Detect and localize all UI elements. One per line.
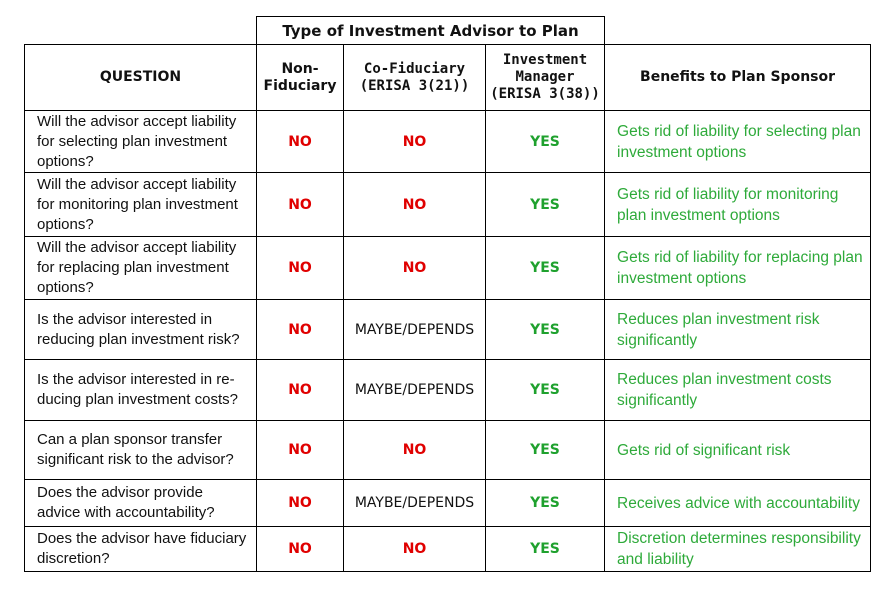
investment-manager-cell: YES [486, 300, 605, 360]
header-investment-manager-line1: Investment [502, 52, 588, 68]
investment-manager-cell: YES [486, 237, 605, 300]
table-row [25, 527, 871, 572]
question-cell: Is the advisor interested in re-ducing plan investment costs? [25, 360, 257, 421]
table-row [25, 111, 871, 173]
investment-manager-cell: YES [486, 421, 605, 480]
investment-manager-cell: YES [486, 111, 605, 173]
non-fiduciary-cell: NO [257, 173, 344, 237]
header-investment-manager [486, 45, 605, 111]
table-row [25, 300, 871, 360]
non-fiduciary-cell: NO [257, 527, 344, 572]
question-cell: Will the advisor accept liability for replacing plan investment options? [25, 237, 257, 300]
advisor-comparison-table [24, 16, 871, 572]
investment-manager-cell: YES [486, 480, 605, 527]
co-fiduciary-cell: NO [344, 111, 486, 173]
header-investment-manager-line3: (ERISA 3(38)) [490, 86, 600, 102]
co-fiduciary-cell: NO [344, 237, 486, 300]
table-row [25, 421, 871, 480]
non-fiduciary-cell: NO [257, 480, 344, 527]
header-co-fiduciary-line1: Co-Fiduciary [363, 60, 466, 77]
non-fiduciary-cell: NO [257, 237, 344, 300]
header-question: QUESTION [25, 45, 257, 111]
co-fiduciary-cell: NO [344, 527, 486, 572]
investment-manager-cell: YES [486, 360, 605, 421]
header-non-fiduciary-line1: Non- [281, 60, 319, 77]
super-header-row [25, 17, 871, 45]
header-investment-manager-line2: Manager [515, 69, 575, 85]
investment-manager-cell: YES [486, 173, 605, 237]
header-non-fiduciary [257, 45, 344, 111]
co-fiduciary-cell: NO [344, 421, 486, 480]
benefit-cell: Discretion determines responsibility and liability [605, 527, 871, 572]
non-fiduciary-cell: NO [257, 360, 344, 421]
co-fiduciary-cell: MAYBE/DEPENDS [344, 360, 486, 421]
header-benefits: Benefits to Plan Sponsor [605, 45, 871, 111]
investment-manager-cell: YES [486, 527, 605, 572]
co-fiduciary-cell: MAYBE/DEPENDS [344, 480, 486, 527]
benefit-cell: Gets rid of liability for monitoring plan investment options [605, 173, 871, 237]
question-cell: Can a plan sponsor transfer significant risk to the advisor? [25, 421, 257, 480]
non-fiduciary-cell: NO [257, 111, 344, 173]
question-cell: Is the advisor interested in reducing plan investment risk? [25, 300, 257, 360]
table-row [25, 480, 871, 527]
empty-corner-right [605, 17, 871, 45]
co-fiduciary-cell: NO [344, 173, 486, 237]
empty-corner-left [25, 17, 257, 45]
question-cell: Will the advisor accept liability for selecting plan investment options? [25, 111, 257, 173]
benefit-cell: Reduces plan investment costs significantly [605, 360, 871, 421]
header-non-fiduciary-line2: Fiduciary [263, 77, 337, 94]
table-row [25, 360, 871, 421]
benefit-cell: Gets rid of liability for replacing plan investment options [605, 237, 871, 300]
table-row [25, 237, 871, 300]
header-co-fiduciary-line2: (ERISA 3(21)) [359, 77, 470, 94]
benefit-cell: Receives advice with accountability [605, 480, 871, 527]
non-fiduciary-cell: NO [257, 421, 344, 480]
benefit-cell: Gets rid of liability for selecting plan investment options [605, 111, 871, 173]
benefit-cell: Reduces plan investment risk significantly [605, 300, 871, 360]
super-header: Type of Investment Advisor to Plan [257, 17, 605, 45]
header-co-fiduciary [344, 45, 486, 111]
table-row [25, 173, 871, 237]
question-cell: Will the advisor accept liability for monitoring plan investment options? [25, 173, 257, 237]
header-row [25, 45, 871, 111]
question-cell: Does the advisor have fiduciary discretion? [25, 527, 257, 572]
co-fiduciary-cell: MAYBE/DEPENDS [344, 300, 486, 360]
question-cell: Does the advisor provide advice with accountability? [25, 480, 257, 527]
benefit-cell: Gets rid of significant risk [605, 421, 871, 480]
non-fiduciary-cell: NO [257, 300, 344, 360]
